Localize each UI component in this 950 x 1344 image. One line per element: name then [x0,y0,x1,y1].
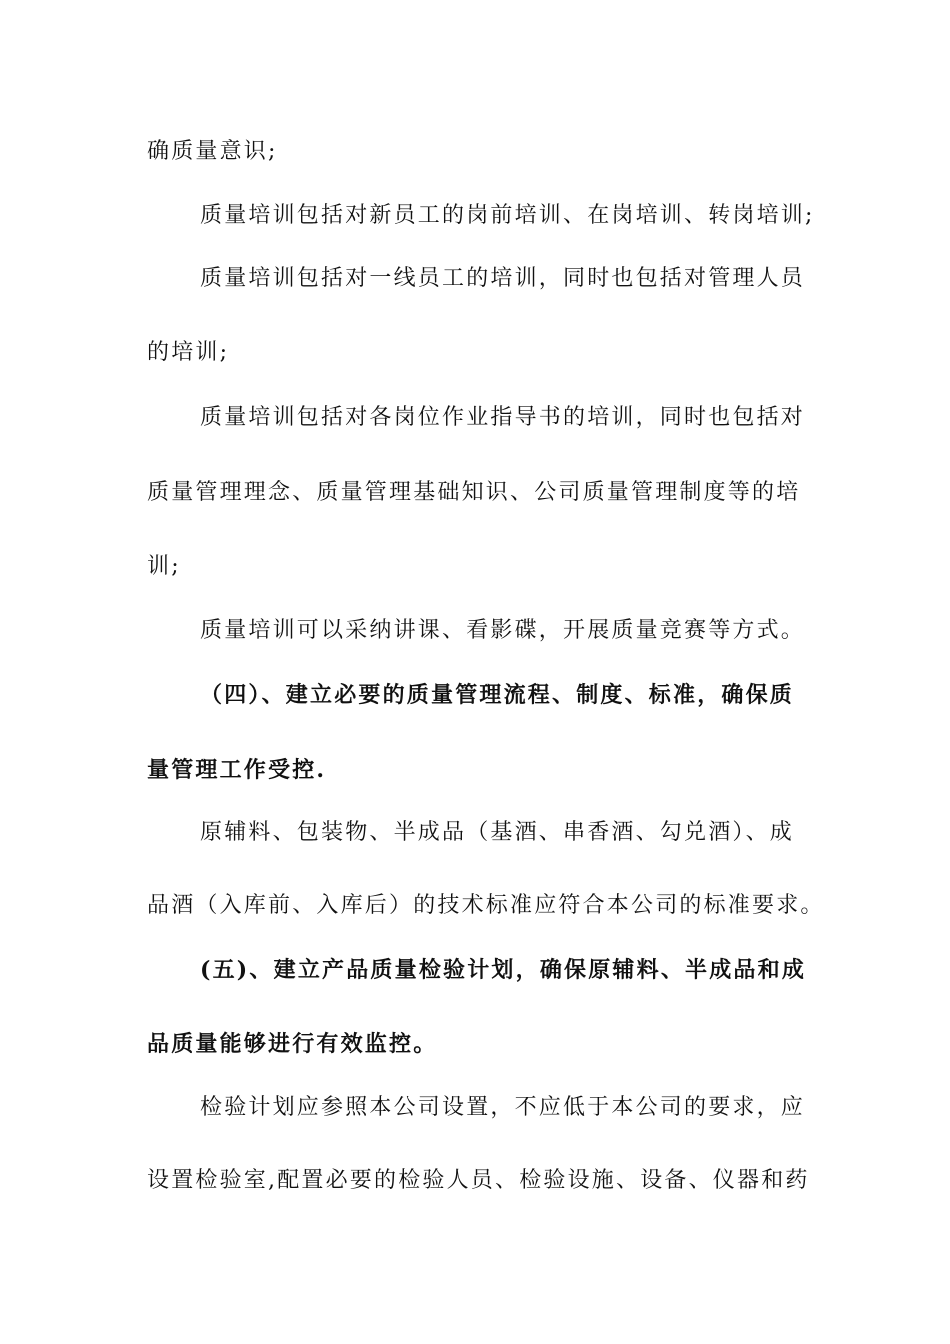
text-line: 的培训; [147,340,230,365]
text-line: 品酒（入库前、入库后）的技术标准应符合本公司的标准要求。 [147,893,825,918]
paragraph-text: 质量培训包括对各岗位作业指导书的培训，同时也包括对 [200,405,806,430]
paragraph-text: 质量培训包括对新员工的岗前培训、在岗培训、转岗培训; [200,203,815,228]
text-line: 训; [147,554,181,579]
text-line: 确质量意识; [147,139,278,164]
section-heading-continued: 量管理工作受控. [147,757,327,783]
paragraph-text: 检验计划应参照本公司设置，不应低于本公司的要求，应 [200,1095,806,1120]
paragraph-text: 质量培训包括对一线员工的培训，同时也包括对管理人员 [200,266,806,291]
section-heading: (五)、建立产品质量检验计划，确保原辅料、半成品和成 [200,957,807,983]
section-heading-continued: 品质量能够进行有效监控。 [147,1031,438,1057]
paragraph-text: 质量培训可以采纳讲课、看影碟，开展质量竞赛等方式。 [200,618,806,643]
text-line: 质量管理理念、质量管理基础知识、公司质量管理制度等的培 [147,480,801,505]
paragraph-text: 原辅料、包装物、半成品（基酒、串香酒、勾兑酒）、成 [200,820,795,845]
text-line: 设置检验室,配置必要的检验人员、检验设施、设备、仪器和药 [147,1168,810,1193]
section-heading: （四）、建立必要的质量管理流程、制度、标准，确保质 [200,682,795,708]
